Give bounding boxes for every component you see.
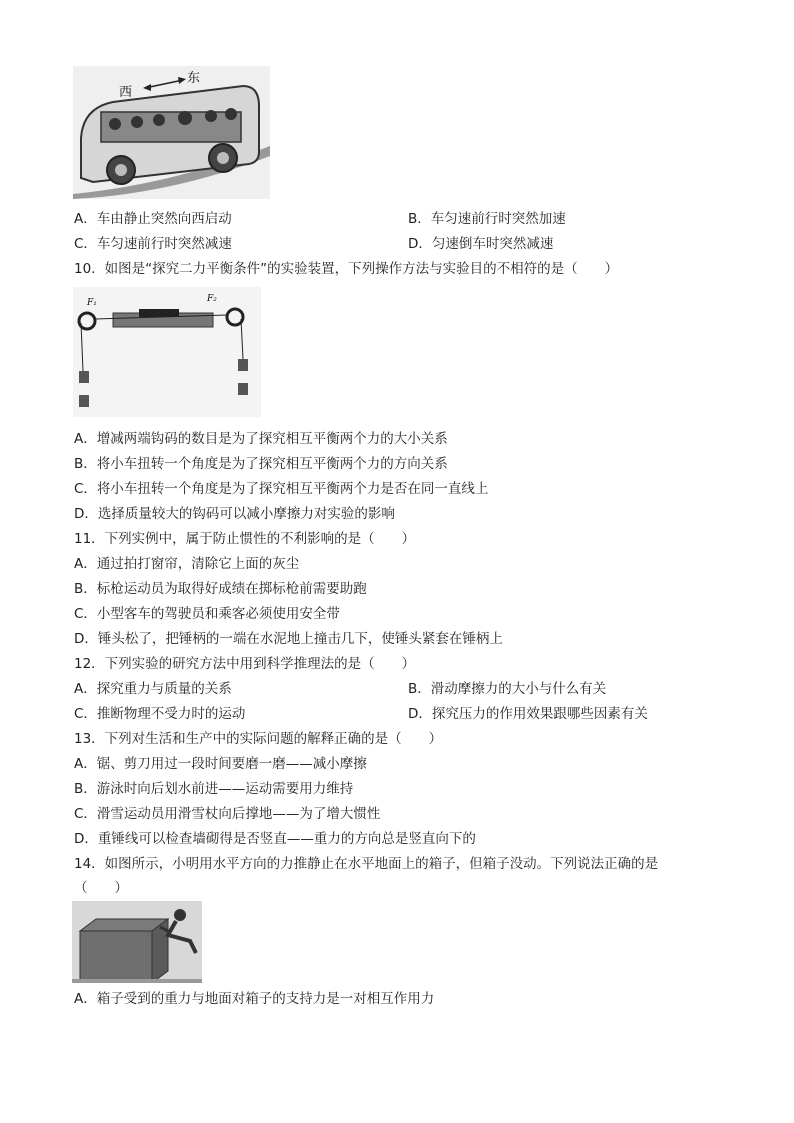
bus-figure bbox=[73, 66, 270, 199]
q13-option-a: A．锯、剪刀用过一段时间要磨一磨——减小摩擦 bbox=[74, 756, 367, 772]
q13-option-c: C．滑雪运动员用滑雪杖向后撑地——为了增大惯性 bbox=[74, 806, 381, 822]
q11-option-b: B．标枪运动员为取得好成绩在掷标枪前需要助跑 bbox=[74, 581, 367, 597]
q9-option-c: C．车匀速前行时突然减速 bbox=[74, 236, 232, 252]
q11-stem: 11．下列实例中，属于防止惯性的不利影响的是（ ） bbox=[74, 531, 416, 547]
q10-option-a: A．增减两端钩码的数目是为了探究相互平衡两个力的大小关系 bbox=[74, 431, 448, 447]
q14-stem-line2: （ ） bbox=[74, 880, 128, 896]
q11-option-d: D．锤头松了，把锤柄的一端在水泥地上撞击几下，使锤头紧套在锤柄上 bbox=[74, 631, 503, 647]
q14-option-a: A．箱子受到的重力与地面对箱子的支持力是一对相互作用力 bbox=[74, 991, 435, 1007]
q10-option-b: B．将小车扭转一个角度是为了探究相互平衡两个力的方向关系 bbox=[74, 456, 448, 472]
q12-option-b: B．滑动摩擦力的大小与什么有关 bbox=[408, 681, 607, 697]
q12-option-d: D．探究压力的作用效果跟哪些因素有关 bbox=[408, 706, 648, 722]
q12-option-c: C．推断物理不受力时的运动 bbox=[74, 706, 246, 722]
q14-stem-line1: 14．如图所示，小明用水平方向的力推静止在水平地面上的箱子，但箱子没动。下列说法正确的是 bbox=[74, 856, 659, 872]
q12-stem: 12．下列实验的研究方法中用到科学推理法的是（ ） bbox=[74, 656, 416, 672]
west-label: 西 bbox=[119, 85, 133, 100]
q13-option-b: B．游泳时向后划水前进——运动需要用力维持 bbox=[74, 781, 354, 797]
q9-option-b: B．车匀速前行时突然加速 bbox=[408, 211, 566, 227]
q11-option-c: C．小型客车的驾驶员和乘客必须使用安全带 bbox=[74, 606, 340, 622]
q9-option-a: A．车由静止突然向西启动 bbox=[74, 211, 232, 227]
q11-option-a: A．通过拍打窗帘，清除它上面的灰尘 bbox=[74, 556, 300, 572]
q10-option-c: C．将小车扭转一个角度是为了探究相互平衡两个力是否在同一直线上 bbox=[74, 481, 489, 497]
q13-stem: 13．下列对生活和生产中的实际问题的解释正确的是（ ） bbox=[74, 731, 443, 747]
east-label: 东 bbox=[187, 71, 201, 86]
q9-option-d: D．匀速倒车时突然减速 bbox=[408, 236, 554, 252]
bus-illustration bbox=[73, 66, 270, 199]
q10-stem: 10．如图是“探究二力平衡条件”的实验装置，下列操作方法与实验目的不相符的是（ ） bbox=[74, 261, 619, 277]
push-box-illustration bbox=[72, 901, 202, 983]
f1-label: F₁ bbox=[87, 298, 97, 308]
balance-apparatus-illustration bbox=[73, 287, 261, 417]
q12-option-a: A．探究重力与质量的关系 bbox=[74, 681, 232, 697]
push-box-figure bbox=[72, 901, 202, 983]
balance-apparatus-figure bbox=[73, 287, 261, 417]
q10-option-d: D．选择质量较大的钩码可以减小摩擦力对实验的影响 bbox=[74, 506, 395, 522]
q13-option-d: D．重锤线可以检查墙砌得是否竖直——重力的方向总是竖直向下的 bbox=[74, 831, 476, 847]
f2-label: F₂ bbox=[207, 294, 217, 304]
